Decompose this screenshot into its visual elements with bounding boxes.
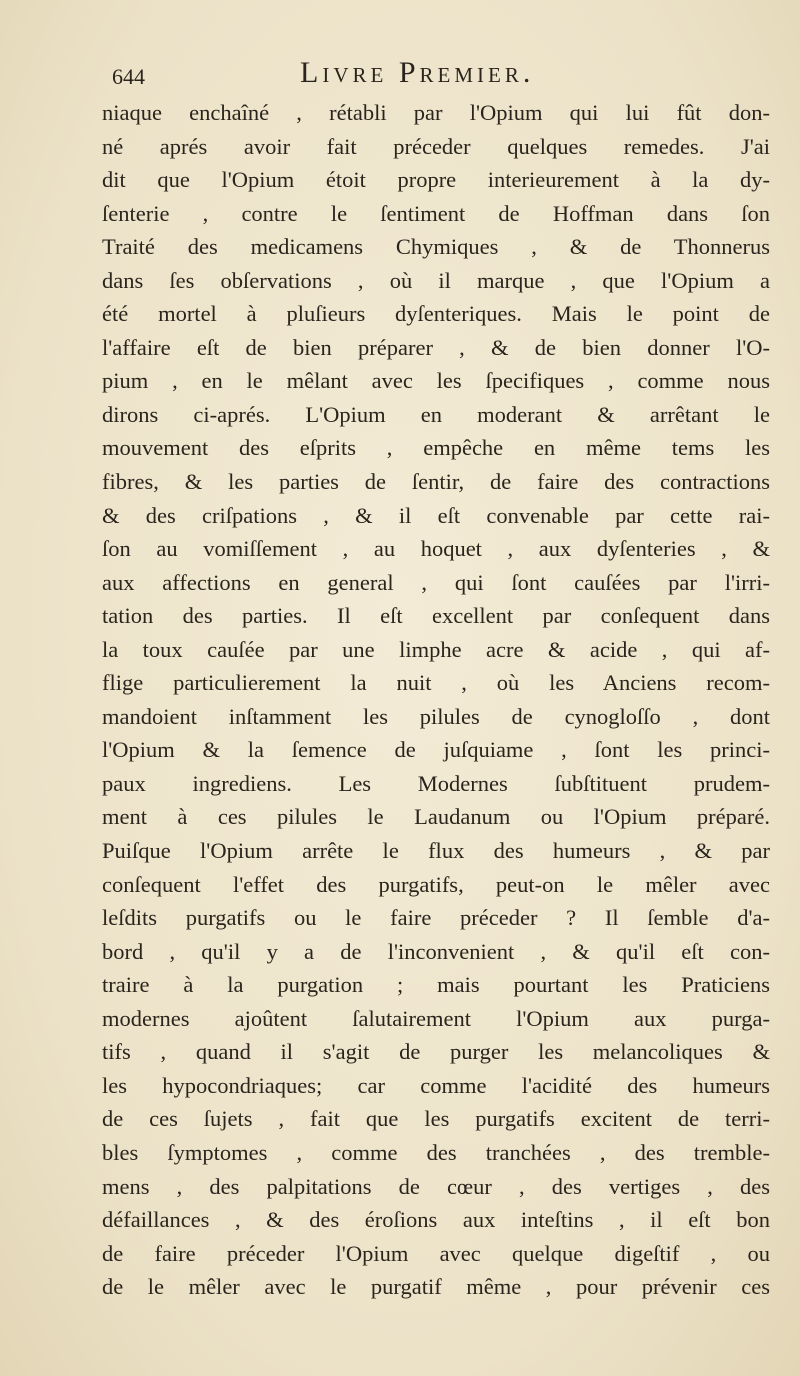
text-line: conſequent l'effet des purgatifs, peut-on le mêler avec bbox=[102, 871, 770, 897]
text-line: & des criſpations , & il eſt convenable par cette rai- bbox=[102, 502, 770, 528]
text-line: défaillances , & des éroſions aux inteſtins , il eſt bon bbox=[102, 1207, 770, 1233]
text-line: été mortel à pluſieurs dyſenteriques. Mais le point de bbox=[102, 301, 770, 327]
text-line: paux ingrediens. Les Modernes ſubſtituent prudem- bbox=[102, 770, 770, 796]
text-line: ment à ces pilules le Laudanum ou l'Opium préparé. bbox=[102, 804, 770, 830]
text-line: ſenterie , contre le ſentiment de Hoffman dans ſon bbox=[102, 200, 770, 226]
text-line: ſon au vomiſſement , au hoquet , aux dyſenteries , & bbox=[102, 536, 770, 562]
body-text bbox=[102, 96, 770, 1304]
text-line: l'Opium & la ſemence de juſquiame , ſont les princi- bbox=[102, 737, 770, 763]
text-line: mouvement des eſprits , empêche en même tems les bbox=[102, 435, 770, 461]
text-line: Puiſque l'Opium arrête le flux des humeurs , & par bbox=[102, 838, 770, 864]
text-line: les hypocondriaques; car comme l'acidité des humeurs bbox=[102, 1072, 770, 1098]
text-line: Traité des medicamens Chymiques , & de Thonnerus bbox=[102, 234, 770, 260]
text-line: aux affections en general , qui ſont cauſées par l'irri- bbox=[102, 569, 770, 595]
text-line: dirons ci-aprés. L'Opium en moderant & arrêtant le bbox=[102, 401, 770, 427]
text-line: l'affaire eſt de bien préparer , & de bien donner l'O- bbox=[102, 334, 770, 360]
running-title: Livre Premier. bbox=[300, 56, 535, 89]
text-line: né aprés avoir fait préceder quelques remedes. J'ai bbox=[102, 133, 770, 159]
page-number: 644 bbox=[112, 64, 145, 89]
text-line: de ces ſujets , fait que les purgatifs excitent de terri- bbox=[102, 1106, 770, 1132]
text-line: modernes ajoûtent ſalutairement l'Opium aux purga- bbox=[102, 1005, 770, 1031]
text-line: traire à la purgation ; mais pourtant les Praticiens bbox=[102, 972, 770, 998]
text-line: la toux cauſée par une limphe acre & acide , qui af- bbox=[102, 636, 770, 662]
text-line: mandoient inſtamment les pilules de cynogloſſo , dont bbox=[102, 703, 770, 729]
text-line: bles ſymptomes , comme des tranchées , des tremble- bbox=[102, 1139, 770, 1165]
text-line: flige particulierement la nuit , où les Anciens recom- bbox=[102, 670, 770, 696]
text-line: leſdits purgatifs ou le faire préceder ? Il ſemble d'a- bbox=[102, 905, 770, 931]
text-line: niaque enchaîné , rétabli par l'Opium qui lui fût don- bbox=[102, 100, 770, 125]
text-line: de faire préceder l'Opium avec quelque digeſtif , ou bbox=[102, 1240, 770, 1266]
text-line: dans ſes obſervations , où il marque , que l'Opium a bbox=[102, 267, 770, 293]
text-line: de le mêler avec le purgatif même , pour prévenir ces bbox=[102, 1274, 770, 1300]
text-line: bord , qu'il y a de l'inconvenient , & qu'il eſt con- bbox=[102, 938, 770, 964]
text-line: tifs , quand il s'agit de purger les melancoliques & bbox=[102, 1039, 770, 1065]
text-line: pium , en le mêlant avec les ſpecifiques , comme nous bbox=[102, 368, 770, 394]
text-line: dit que l'Opium étoit propre interieurement à la dy- bbox=[102, 167, 770, 193]
text-line: mens , des palpitations de cœur , des vertiges , des bbox=[102, 1173, 770, 1199]
text-line: fibres, & les parties de ſentir, de faire des contractions bbox=[102, 469, 770, 495]
page-header bbox=[112, 56, 632, 92]
text-line: tation des parties. Il eſt excellent par conſequent dans bbox=[102, 603, 770, 629]
